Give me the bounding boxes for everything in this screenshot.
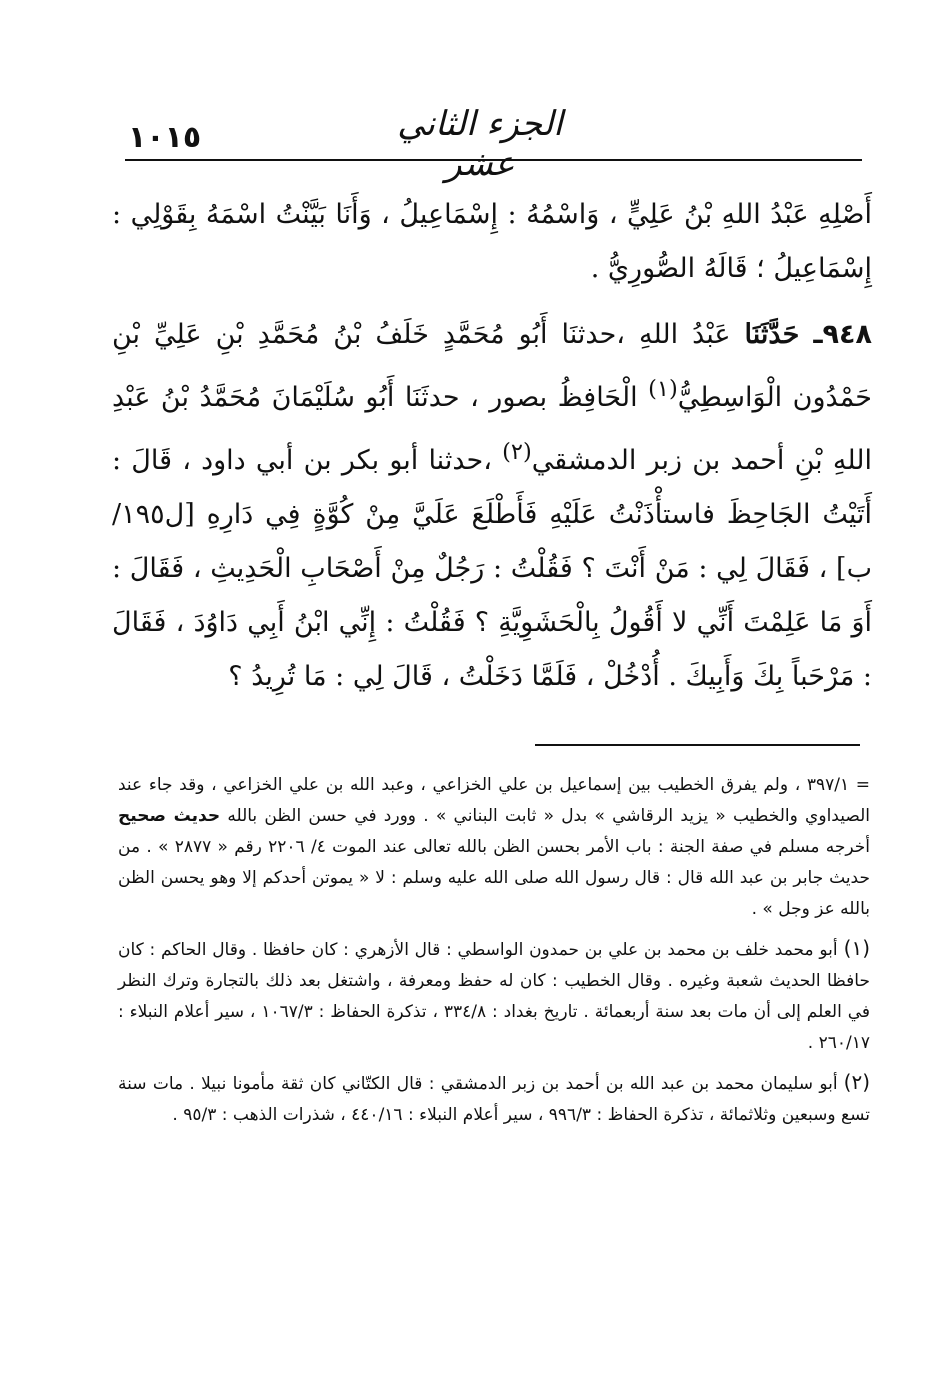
main-text	[112, 188, 872, 704]
paragraph-continuation: أَصْلِهِ عَبْدُ اللهِ بْنُ عَلِيٍّ ، وَاسْمُهُ : إِسْمَاعِيلُ ، وَأَنَا بَيَّنْتُ اسْمَهُ بِقَوْلِي : إِسْمَاعِيلُ ؛ قَالَهُ الصُّورِيُّ .	[112, 199, 872, 284]
footnote-2-marker: (٢)	[843, 1070, 870, 1094]
footnotes	[118, 770, 870, 1139]
header-rule	[125, 159, 862, 161]
footnote-1	[118, 933, 870, 1059]
page-number: ١٠١٥	[128, 120, 202, 155]
footnote-2	[118, 1067, 870, 1131]
footnote-separator	[535, 744, 860, 746]
footnote-1-text: أبو محمد خلف بن محمد بن علي بن حمدون الواسطي : قال الأزهري : كان حافظا . وقال الحاكم : كان حافظا الحديث شعبة وغيره . وقال الخطيب : كان له حفظ ومعرفة ، واشتغل بعد ذلك بالتجارة وترك النظر في العلم إلى أن مات بعد سنة أربعمائة . تاريخ بغداد : ٣٣٤/٨ ، تذكرة الحفاظ : ١٠٦٧/٣ ، سير أعلام النبلاء : ٢٦٠/١٧ .	[118, 940, 870, 1053]
running-head: الجزء الثاني عشر	[397, 104, 563, 184]
hadith-number: ٩٤٨ـ	[813, 319, 872, 350]
hadith-text-3: ،حدثنا أبو بكر بن أبي داود ، قَالَ : أَتَيْتُ الجَاحِظَ فاستأْذَنْتُ عَلَيْهِ فَأَطْلَعَ عَلَيَّ مِنْ كُوَّةٍ فِي دَارِهِ [ل١٩٥/ ب] ، فَقَالَ لِي : مَنْ أَنْتَ ؟ فَقُلْتُ : رَجُلٌ مِنْ أَصْحَابِ الْحَدِيثِ ، فَقَالَ : أَوَ مَا عَلِمْتَ أَنِّي لا أَقُولُ بِالْحَشَوِيَّةِ ؟ فَقُلْتُ : إِنِّي ابْنُ أَبِي دَاوُدَ ، فَقَالَ : مَرْحَباً بِكَ وَأَبِيكَ . أُدْخُلْ ، فَلَمَّا دَخَلْتُ ، قَالَ لِي : مَا تُرِيدُ ؟	[112, 445, 872, 692]
footnote-bold-term: حديث صحيح	[118, 806, 221, 826]
footnote-ref-2: (٢)	[502, 439, 532, 465]
hadith-opening: حَدَّثَنَا	[744, 319, 800, 350]
footnote-2-text: أبو سليمان محمد بن عبد الله بن أحمد بن زبر الدمشقي : قال الكتّاني كان ثقة مأمونا نبيلا . مات سنة تسع وسبعين وثلاثمائة ، تذكرة الحفاظ : ٩٩٦/٣ ، سير أعلام النبلاء : ٤٤٠/١٦ ، شذرات الذهب : ٩٥/٣ .	[118, 1074, 870, 1125]
footnote-ref-1: (١)	[648, 376, 678, 402]
hadith-text-1: عَبْدُ اللهِ ،حدثنَا أَبُو مُحَمَّدٍ خَلَفُ بْنُ مُحَمَّدِ بْنِ عَلِيِّ بْنِ حَمْدُون الْوَاسِطِيُّ	[112, 319, 872, 413]
footnote-continuation-text-1: = ٣٩٧/١ ، ولم يفرق الخطيب بين إسماعيل بن علي الخزاعي ، وعبد الله بن علي الخزاعي ، وقد جاء عند الصيداوي والخطيب « يزيد الرقاشي » بدل « ثابت البناني » . وورد في حسن الظن بالله	[118, 775, 870, 826]
hadith-948	[112, 308, 872, 704]
footnote-continuation-text-2: أخرجه مسلم في صفة الجنة : باب الأمر بحسن الظن بالله تعالى عند الموت ٤/ ٢٢٠٦ رقم « ٢٨٧٧ » . من حديث جابر بن عبد الله قال : قال رسول الله صلى الله عليه وسلم : لا « يموتن أحدكم إلا وهو يحسن الظن بالله عز وجل » .	[118, 837, 870, 919]
hadith-text-2: الْحَافِظُ بصور ، حدثَنَا أَبُو سُلَيْمَانَ مُحَمَّدُ بْنُ عَبْدِ اللهِ بْنِ أحمد بن زبر الدمشقي	[112, 382, 872, 476]
footnote-continuation	[118, 770, 870, 925]
footnote-1-marker: (١)	[843, 936, 870, 960]
